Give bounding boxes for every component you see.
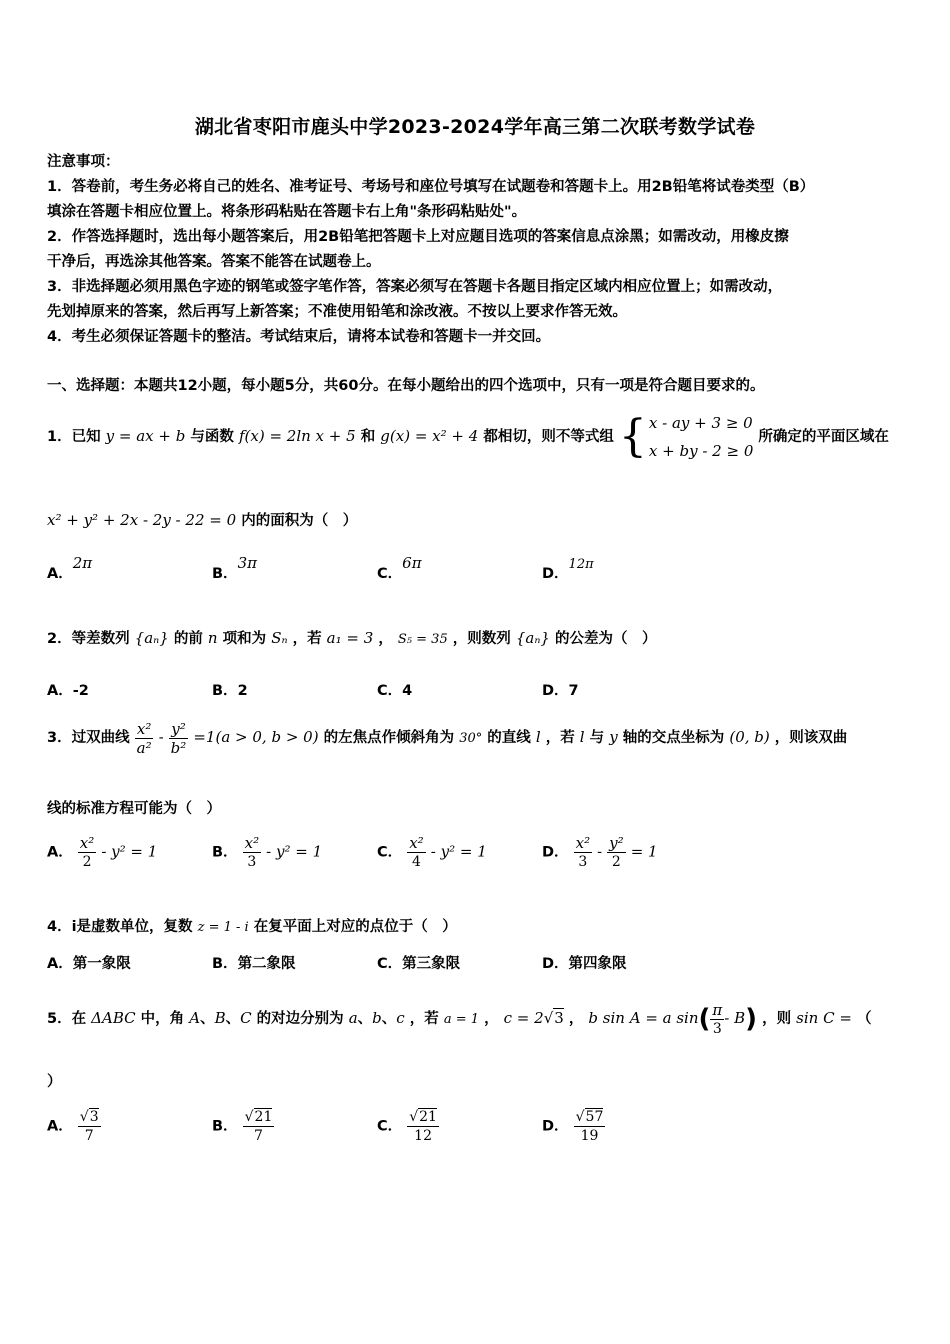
q1-text: 与函数 [190, 429, 234, 445]
numerator: x² [79, 834, 95, 852]
question-5-stem [47, 988, 871, 1050]
option-value: 2π [72, 554, 93, 572]
q1-text: 1．已知 [47, 429, 101, 445]
fraction [243, 834, 261, 871]
q5-text: ， [484, 1011, 499, 1027]
numerator: √21 [409, 1109, 437, 1125]
notice-line: 3．非选择题必须用黑色字迹的钢笔或签字笔作答，答案必须写在答题卡各题目指定区域内相应位置上；如需改动， [47, 279, 783, 295]
q5-math: c [396, 1009, 405, 1027]
q3-math: y [609, 728, 618, 746]
q5-text: 、 [200, 1011, 215, 1027]
q4-option-a[interactable] [47, 952, 131, 973]
q1-option-a[interactable] [47, 554, 93, 583]
fraction [78, 1108, 101, 1145]
q1-text: 和 [360, 429, 376, 445]
q4-text: 4．i是虚数单位，复数 [47, 919, 193, 935]
fraction [243, 1108, 275, 1145]
q4-text: 在复平面上对应的点位于（ ） [253, 919, 457, 935]
q2-text: 项和为 [222, 631, 267, 647]
question-3-stem [47, 712, 847, 764]
q2-math: Sₙ [271, 629, 288, 647]
option-label: C． [377, 956, 403, 972]
option-value: - y² = 1 [430, 842, 487, 861]
q5-text: 中，角 [140, 1011, 185, 1027]
brace-icon: { [618, 411, 647, 462]
denominator: 3 [578, 854, 588, 870]
fraction [574, 1108, 606, 1145]
q2-math: {aₙ} [134, 629, 169, 647]
q1-text: 都相切，则不等式组 [483, 429, 614, 445]
q5-math: C [240, 1009, 252, 1027]
q5-option-d[interactable] [542, 1108, 605, 1145]
numerator: x² [136, 719, 152, 738]
option-label: D． [542, 956, 569, 972]
q5-math: a [348, 1009, 358, 1027]
q1-math: g(x) = x² + 4 [380, 427, 479, 445]
q3-math: l [535, 728, 541, 746]
q5-math: A [189, 1009, 201, 1027]
option-label: B． [212, 683, 238, 699]
denominator: 7 [84, 1128, 94, 1144]
notice-line: 先划掉原来的答案，然后再写上新答案；不准使用铅笔和涂改液。不按以上要求作答无效。 [47, 304, 627, 320]
option-label: C． [377, 844, 403, 861]
q1-option-c[interactable] [377, 554, 422, 583]
notice-line: 4．考生必须保证答题卡的整洁。考试结束后，请将本试卷和答题卡一并交回。 [47, 329, 551, 345]
q5-math: sin C = [796, 1009, 852, 1027]
q5-text: ， [568, 1011, 584, 1027]
fraction [407, 1108, 439, 1145]
question-4-stem [47, 917, 457, 938]
q5-text: 、 [357, 1011, 373, 1027]
q5-math: B [214, 1009, 226, 1027]
option-label: B． [212, 566, 238, 582]
q3-text: 与 [589, 730, 605, 746]
q5-math: c = 2√3 [503, 1009, 564, 1027]
q4-option-b[interactable] [212, 952, 296, 973]
numerator: x² [575, 834, 591, 852]
q1-text: 所确定的平面区域在 [758, 429, 889, 445]
option-value: - [597, 844, 603, 861]
numerator: √57 [575, 1109, 604, 1125]
option-value: 12π [568, 557, 594, 572]
q5-option-c[interactable] [377, 1108, 439, 1145]
option-value: 2 [237, 683, 248, 699]
radicand: 21 [254, 1109, 273, 1125]
q4-option-c[interactable] [377, 952, 460, 973]
option-value: -2 [72, 683, 89, 699]
q3-text: 的左焦点作倾斜角为 [323, 730, 455, 746]
radicand: 3 [89, 1109, 99, 1125]
option-value: 第三象限 [402, 956, 461, 972]
q3-option-d[interactable] [542, 834, 658, 871]
q1-math: f(x) = 2ln x + 5 [238, 427, 356, 445]
q5-math: b sin A = a sin [588, 1009, 699, 1027]
q5-math-part: c = 2 [503, 1009, 544, 1027]
denominator: 2 [82, 854, 92, 870]
inequality-row: x - ay + 3 ≥ 0 [648, 414, 753, 432]
q4-math: z = 1 - i [197, 920, 249, 935]
q5-text: ，则 [762, 1011, 792, 1027]
option-value: 第二象限 [237, 956, 296, 972]
option-label: A． [47, 1118, 73, 1135]
denominator: b² [170, 738, 187, 757]
option-label: A． [47, 844, 73, 861]
option-label: A． [47, 683, 73, 699]
notice-heading: 注意事项： [47, 154, 120, 170]
option-value: - y² = 1 [266, 842, 323, 861]
q3-text: 3．过双曲线 [47, 730, 130, 746]
notice-line: 填涂在答题卡相应位置上。将条形码粘贴在答题卡右上角"条形码粘贴处"。 [47, 204, 527, 220]
q1-text: 内的面积为（ ） [241, 513, 358, 529]
q3-option-a[interactable] [47, 834, 157, 871]
option-value: 第一象限 [72, 956, 131, 972]
q3-option-c[interactable] [377, 834, 487, 871]
radicand: 3 [554, 1009, 564, 1027]
numerator: π [712, 1000, 723, 1019]
section-heading: 一、选择题：本题共12小题，每小题5分，共60分。在每小题给出的四个选项中，只有一项是符合题目要求的。 [47, 378, 765, 394]
option-label: C． [377, 683, 403, 699]
q2-option-c[interactable] [377, 679, 412, 700]
option-value: - y² = 1 [101, 842, 158, 861]
q3-math: (0, b) [729, 728, 770, 746]
q2-text: ，若 [292, 631, 322, 647]
fraction [78, 834, 96, 871]
q2-math: S₅ = 35 [397, 632, 448, 647]
option-value: 4 [402, 683, 413, 699]
fraction [407, 834, 425, 871]
option-label: D． [542, 844, 569, 861]
inequality-row: x + by - 2 ≥ 0 [648, 442, 754, 460]
q5-text: 的对边分别为 [256, 1011, 344, 1027]
fraction [574, 834, 592, 871]
denominator: 12 [414, 1128, 432, 1144]
fraction [169, 720, 189, 757]
numerator: x² [409, 834, 424, 852]
q1-math: x² + y² + 2x - 2y - 22 = 0 [47, 511, 237, 529]
q2-math: n [207, 629, 218, 647]
numerator: √3 [79, 1109, 99, 1125]
denominator: 7 [254, 1128, 263, 1144]
denominator: 4 [412, 854, 421, 870]
question-1-stem-cont [47, 505, 357, 536]
q3-math: (a > 0, b > 0) [215, 728, 319, 746]
q5-math: ΔABC [91, 1009, 136, 1027]
notice-line: 2．作答选择题时，选出每小题答案后，用2B铅笔把答题卡上对应题目选项的答案信息点涂黑；如需改动，用橡皮擦 [47, 229, 789, 245]
q2-text: 2．等差数列 [47, 631, 130, 647]
q2-option-d[interactable] [542, 679, 579, 700]
q5-text: ，若 [409, 1011, 439, 1027]
q5-option-b[interactable] [212, 1108, 274, 1145]
q2-text: 的前 [173, 631, 203, 647]
q4-option-d[interactable] [542, 952, 627, 973]
fraction [710, 1001, 724, 1038]
q5-math: a = 1 [443, 1012, 479, 1027]
question-1-stem [47, 406, 889, 467]
q2-text: 的公差为（ ） [555, 631, 657, 647]
option-label: A． [47, 566, 73, 582]
option-value: 第四象限 [568, 956, 627, 972]
fraction [607, 834, 626, 871]
denominator: 3 [712, 1020, 722, 1037]
q5-text: 、 [225, 1011, 241, 1027]
numerator: y² [609, 834, 624, 852]
q3-math: - [158, 730, 164, 746]
q2-math: {aₙ} [515, 629, 550, 647]
question-2-stem [47, 623, 657, 655]
q2-option-b[interactable] [212, 679, 248, 700]
denominator: 3 [247, 854, 257, 870]
radicand: 21 [419, 1109, 437, 1125]
q5-text: 5．在 [47, 1011, 87, 1027]
q3-math: 30° [459, 731, 483, 746]
question-3-stem-cont: 线的标准方程可能为（ ） [47, 801, 221, 817]
inequality-system [619, 409, 753, 465]
option-label: C． [377, 566, 403, 582]
q5-math: b [372, 1009, 382, 1027]
option-label: B． [212, 956, 238, 972]
q2-text: ， [378, 631, 393, 647]
page-title: 湖北省枣阳市鹿头中学2023-2024学年高三第二次联考数学试卷 [194, 116, 756, 138]
q1-math: y = ax + b [105, 427, 186, 445]
paren-close-icon: ) [745, 1004, 758, 1034]
q3-text: ，若 [545, 730, 575, 746]
option-value: = 1 [630, 842, 658, 861]
option-label: B． [212, 844, 238, 861]
q5-math: - B [724, 1009, 746, 1027]
denominator: 2 [611, 854, 621, 870]
option-label: B． [212, 1118, 238, 1135]
option-label: D． [542, 1118, 569, 1135]
notice-line: 1．答卷前，考生务必将自己的姓名、准考证号、考场号和座位号填写在试题卷和答题卡上。用2B铅笔将试卷类型（B） [47, 179, 815, 195]
option-value: 3π [237, 554, 257, 572]
question-5-stem-cont: ） [47, 1074, 62, 1090]
denominator: a² [136, 738, 152, 757]
numerator: y² [171, 719, 186, 738]
option-value: 7 [568, 683, 579, 699]
q1-option-d[interactable] [542, 557, 594, 583]
q3-text: ，则该双曲 [774, 730, 848, 746]
denominator: 19 [580, 1128, 599, 1144]
radicand: 57 [585, 1109, 604, 1125]
q3-math: =1 [193, 728, 216, 746]
q2-option-a[interactable] [47, 679, 89, 700]
paren-open-icon: ( [698, 1004, 711, 1034]
option-value: 6π [402, 554, 422, 572]
option-label: A． [47, 956, 73, 972]
q3-text: 轴的交点坐标为 [622, 730, 725, 746]
numerator: √21 [244, 1109, 273, 1125]
q3-math: l [579, 728, 585, 746]
option-label: C． [377, 1118, 403, 1135]
notice-line: 干净后，再选涂其他答案。答案不能答在试题卷上。 [47, 254, 381, 270]
q5-text: （ [856, 1011, 872, 1027]
q3-option-b[interactable] [212, 834, 322, 871]
q5-option-a[interactable] [47, 1108, 101, 1145]
option-label: D． [542, 566, 569, 582]
q5-text: 、 [381, 1011, 397, 1027]
q1-option-b[interactable] [212, 554, 257, 583]
q2-math: a₁ = 3 [326, 629, 374, 647]
fraction [135, 720, 154, 757]
option-label: D． [542, 683, 569, 699]
numerator: x² [244, 834, 260, 852]
q3-text: 的直线 [487, 730, 531, 746]
q2-text: ，则数列 [452, 631, 511, 647]
